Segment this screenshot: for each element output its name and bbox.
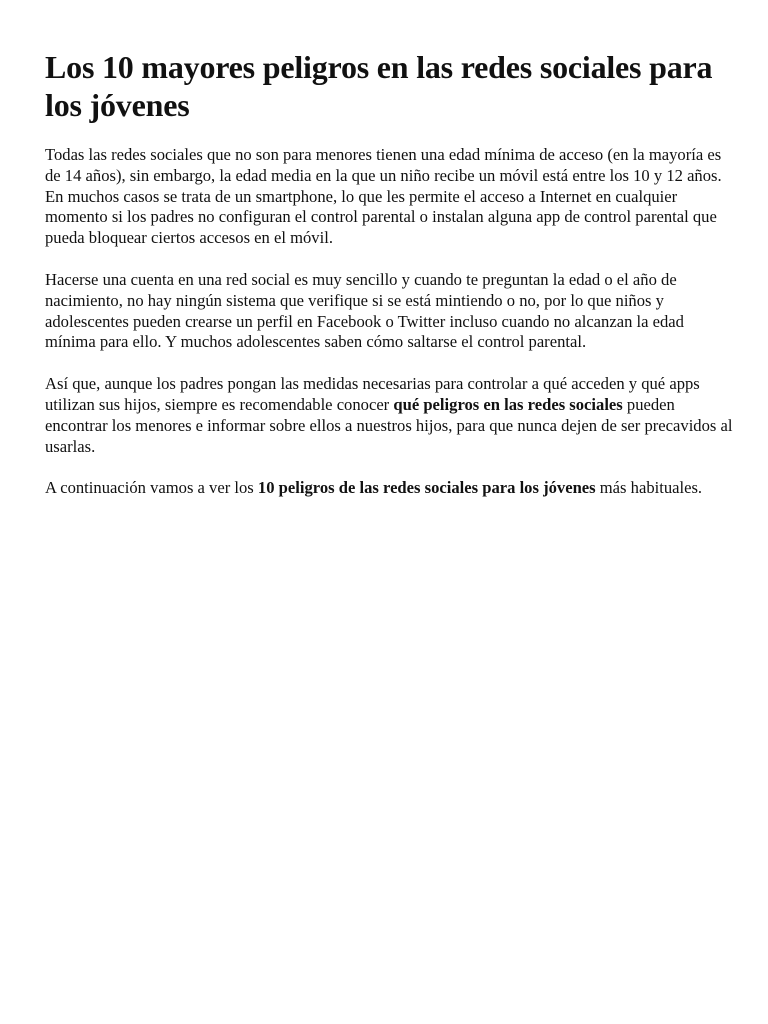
paragraph-text: Hacerse una cuenta en una red social es muy sencillo y cuando te preguntan la edad o el año de nacimiento, no hay ningún sistema que verifique si se está mintiendo o no, por lo que niños y adolescentes pueden crearse un perfil en Facebook o Twitter incluso cuando no alcanzan la edad mínima para ello. Y muchos adolescentes saben cómo saltarse el control parental. xyxy=(45,269,684,352)
article-title: Los 10 mayores peligros en las redes sociales para los jóvenes xyxy=(45,49,713,123)
paragraph-intro-list xyxy=(45,478,735,499)
paragraph-account-creation xyxy=(45,270,735,353)
bold-phrase-ten-dangers: 10 peligros de las redes sociales para los jóvenes xyxy=(257,478,596,498)
paragraph-parental-measures xyxy=(45,374,735,457)
bold-phrase-dangers: qué peligros en las redes sociales xyxy=(393,394,623,414)
paragraph-text: pueden encontrar los menores e informar sobre ellos a nuestros hijos, para que nunca dejen de ser precavidos al usarlas. xyxy=(45,394,733,456)
paragraph-text: A continuación vamos a ver los xyxy=(45,478,258,498)
article xyxy=(45,48,735,520)
paragraph-age-access xyxy=(45,145,735,249)
paragraph-text: Todas las redes sociales que no son para menores tienen una edad mínima de acceso (en la mayoría es de 14 años), sin embargo, la edad media en la que un niño recibe un móvil está entre los 10 y 12 años. En muchos casos se trata de un smartphone, lo que les permite el acceso a Internet en cualquier momento si los padres no configuran el control parental o instalan alguna app de control parental que pueda bloquear ciertos accesos en el móvil. xyxy=(45,145,722,248)
paragraph-text: más habituales. xyxy=(595,478,703,498)
paragraph-text: Así que, aunque los padres pongan las medidas necesarias para controlar a qué acceden y qué apps utilizan sus hijos, siempre es recomendable conocer xyxy=(45,374,700,414)
